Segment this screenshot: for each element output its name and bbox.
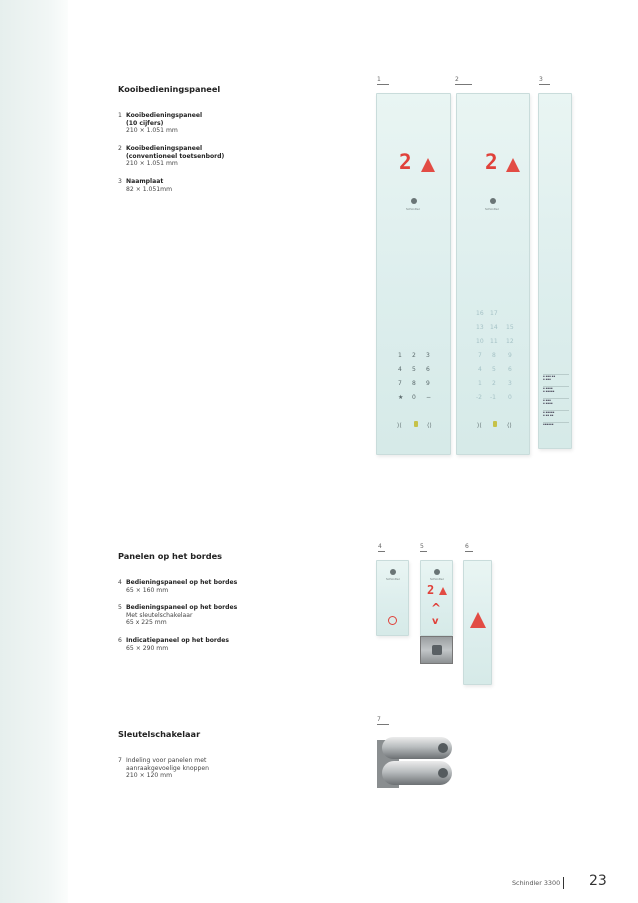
landing-panel-4-image (376, 560, 409, 636)
key-cylinder-icon (432, 645, 442, 655)
item-name: Bedieningspaneel op het bordes (126, 579, 238, 586)
image-label-3: 3 (539, 76, 543, 83)
image-label-1: 1 (377, 76, 381, 83)
item-number: 3 (118, 178, 122, 185)
schindler-logo-icon (411, 198, 417, 204)
section-title-landing: Panelen op het bordes (118, 551, 223, 561)
item-dimensions: 65 x 225 mm (126, 619, 167, 627)
landing-panel-5-image (420, 560, 453, 636)
section-title-car-panel: Kooibedieningspaneel (118, 84, 221, 94)
door-open-icon: ⟨⟩ (427, 422, 432, 429)
car-panel-conventional-image: 2 Schindler 16 17 13 14 15 10 11 12 7 8 9 4 5 6 1 2 3 -2 -1 0 ⟩⟨ ⟨⟩ (456, 93, 530, 455)
keyswitch-housing (420, 636, 453, 664)
item-name: Naamplaat (126, 178, 164, 185)
up-button-icon: ^ (431, 601, 442, 615)
section-title-keyswitch: Sleutelschakelaar (118, 729, 201, 739)
item-number: 4 (118, 579, 122, 586)
direction-arrow-up-icon (421, 158, 435, 172)
brand-text: Schindler (406, 207, 421, 211)
keyswitch-product-image (376, 734, 458, 794)
floor-indicator: 2 (427, 583, 435, 597)
item-name-detail: (10 cijfers) (126, 119, 164, 127)
door-open-icon: ⟨⟩ (507, 422, 512, 429)
lock-icon (438, 768, 448, 778)
nameplate-entry: ▪ ▪▪▪ ▪ ▪▪▪▪ (543, 398, 569, 409)
item-number: 7 (118, 757, 122, 764)
call-button-icon (388, 616, 397, 625)
item-dimensions: 65 × 290 mm (126, 644, 169, 652)
spec-item-1 (118, 112, 318, 135)
schindler-logo-icon (390, 569, 396, 575)
item-number: 5 (118, 604, 122, 611)
schindler-logo-icon (434, 569, 440, 575)
spec-item-7 (118, 757, 318, 780)
direction-arrow-up-icon (470, 612, 486, 628)
nameplate-entry: ▪ ▪▪▪▪ ▪ ▪▪▪▪▪ (543, 386, 569, 397)
item-dimensions: 210 × 120 mm (126, 772, 173, 780)
page-number: 23 (589, 873, 607, 889)
landing-indicator-panel-image (463, 560, 492, 685)
car-panel-10-digit-image: 2 Schindler 1 2 3 4 5 6 7 8 9 ★ 0 − ⟩⟨ ⟨⟩ (376, 93, 451, 455)
item-number: 2 (118, 145, 122, 152)
brand-text: Schindler (386, 577, 401, 581)
direction-arrow-up-icon (439, 587, 447, 595)
item-name: Indicatiepaneel op het bordes (126, 637, 230, 644)
item-dimensions: 210 × 1.051 mm (126, 127, 178, 135)
footer-divider (563, 877, 564, 889)
nameplate-image (538, 93, 572, 449)
item-note: Met sleutelschakelaar (126, 611, 193, 619)
item-name: Bedieningspaneel op het bordes (126, 604, 238, 611)
item-number: 1 (118, 112, 122, 119)
item-name: Kooibedieningspaneel (126, 112, 203, 119)
alarm-bell-icon (493, 421, 497, 427)
item-name: Kooibedieningspaneel (126, 145, 203, 152)
image-label-2: 2 (455, 76, 459, 83)
item-number: 6 (118, 637, 122, 644)
down-button-icon: v (432, 616, 439, 627)
item-dimensions: 65 × 160 mm (126, 586, 169, 594)
spec-item-2 (118, 145, 318, 168)
brand-text: Schindler (485, 207, 500, 211)
item-description: Indeling voor panelen met (126, 757, 207, 764)
image-label-5: 5 (420, 543, 424, 550)
floor-indicator: 2 (485, 150, 498, 174)
door-close-icon: ⟩⟨ (477, 422, 482, 429)
door-close-icon: ⟩⟨ (397, 422, 402, 429)
item-dimensions: 82 × 1.051mm (126, 185, 173, 193)
item-description-cont: aanraakgevoelige knoppen (126, 764, 209, 772)
spec-item-4 (118, 579, 318, 594)
schindler-logo-icon (490, 198, 496, 204)
nameplate-entry: ▪▪▪▪▪▪ (543, 422, 569, 433)
image-label-4: 4 (378, 543, 382, 550)
floor-indicator: 2 (399, 150, 412, 174)
item-dimensions: 210 × 1.051 mm (126, 160, 178, 168)
background-strip (0, 0, 68, 903)
footer-brand: Schindler 3300 (512, 879, 561, 887)
nameplate-entry: ▪ ▪▪▪▪▪ ▪ ▪▪ ▪▪ (543, 410, 569, 421)
spec-item-6 (118, 637, 318, 652)
lock-icon (438, 743, 448, 753)
item-name-detail: (conventioneel toetsenbord) (126, 152, 225, 160)
direction-arrow-up-icon (506, 158, 520, 172)
spec-item-3 (118, 178, 318, 193)
spec-item-5 (118, 604, 318, 627)
image-label-6: 6 (465, 543, 469, 550)
alarm-bell-icon (414, 421, 418, 427)
brand-text: Schindler (430, 577, 445, 581)
image-label-7: 7 (377, 716, 381, 723)
nameplate-entry: ▪ ▪▪▪ ▪▪ ▪ ▪▪▪ (543, 374, 569, 385)
